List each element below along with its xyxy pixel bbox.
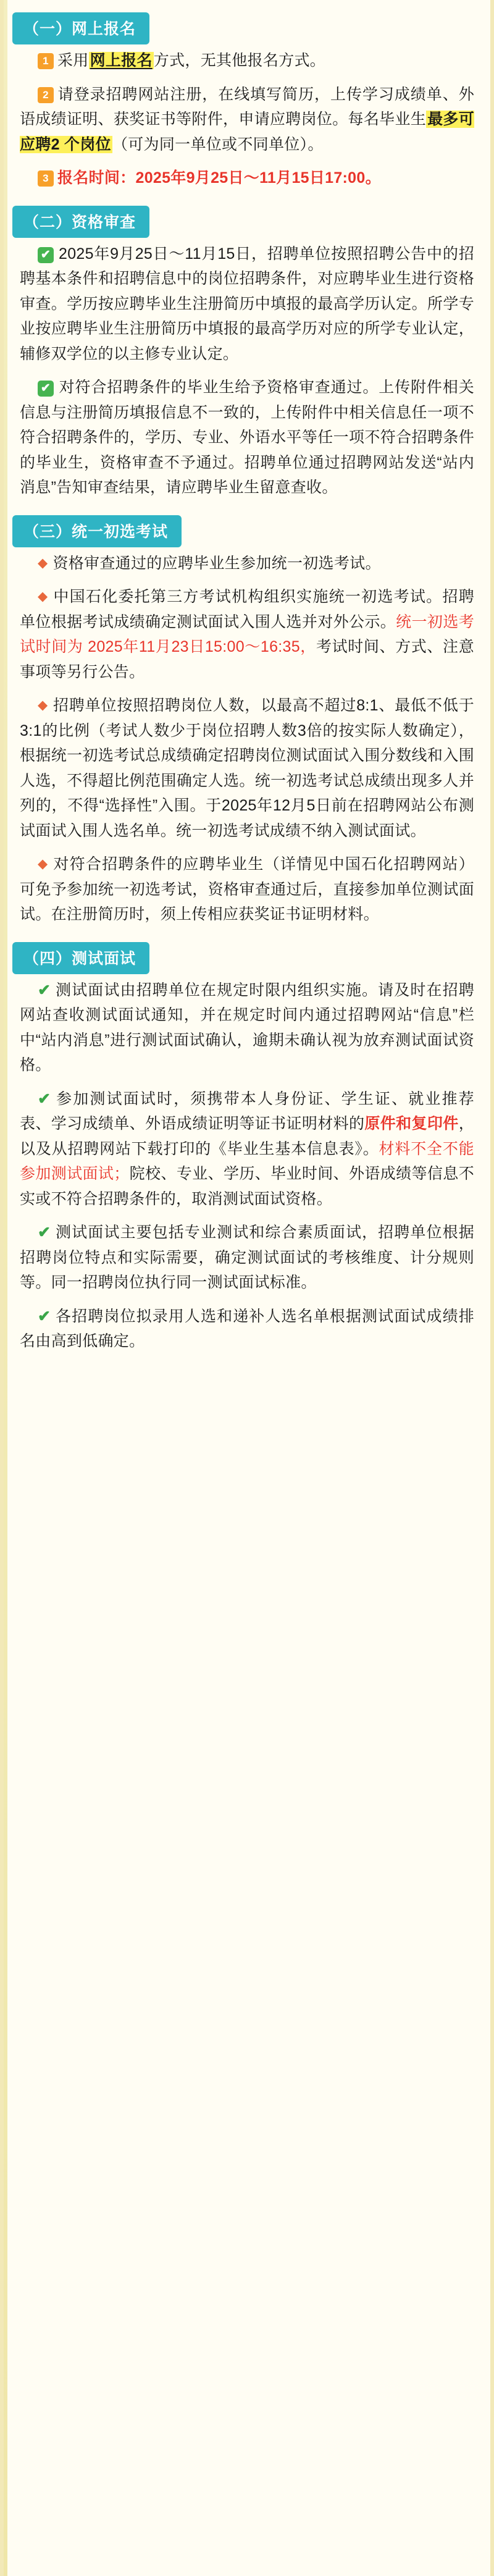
section-title: （一）网上报名 <box>12 12 149 44</box>
paragraph <box>4 852 490 927</box>
section-header-row <box>4 200 490 242</box>
paragraph-indent <box>20 852 38 877</box>
paragraph-indent <box>20 693 38 718</box>
paragraph-indent <box>20 1087 38 1112</box>
green-check-icon: ✔ <box>38 381 54 397</box>
paragraph-indent <box>20 82 38 107</box>
paragraph <box>4 584 490 684</box>
body-text: （可为同一单位或不同单位）。 <box>112 135 324 153</box>
sections-container <box>4 6 490 1354</box>
paragraph <box>4 375 490 500</box>
body-text: 招聘单位按照招聘岗位人数，以最高不超过8:1、最低不低于3:1的比例（考试人数少于岗位招聘人数3倍的按实际人数确定），根据统一初选考试总成绩确定招聘岗位测试面试入围分数线和入围人选，不得超比例范围确定人选。统一初选考试总成绩出现多人并列的，不得“选择性”入围。于2025年12月5日前在招聘网站公布测试面试入围人选名单。统一初选考试成绩不纳入测试面试。 <box>20 697 474 840</box>
section-header-row <box>4 936 490 978</box>
paragraph-indent <box>20 978 38 1003</box>
paragraph <box>4 1087 490 1212</box>
document-section <box>4 509 490 927</box>
orange-diamond-icon: ◆ <box>37 857 48 871</box>
numbered-badge-2: 2 <box>38 87 54 103</box>
paragraph-indent <box>20 551 38 576</box>
body-text: 请登录招聘网站注册，在线填写简历，上传学习成绩单、外语成绩证明、获奖证书等附件，申请应聘岗位。每名毕业生 <box>20 85 474 128</box>
body-text: 测试面试由招聘单位在规定时限内组织实施。请及时在招聘网站查收测试面试通知，并在规定时间内通过招聘网站“信息”栏中“站内消息”进行测试面试确认，逾期未确认视为放弃测试面试资格。 <box>20 981 474 1074</box>
numbered-badge-1: 1 <box>38 53 54 69</box>
highlighted-underlined-text: 网上报名 <box>90 52 153 69</box>
section-header-row <box>4 509 490 551</box>
emphasis-red-text: 材料不全不能参加测试面试； <box>20 1140 474 1182</box>
body-text: 参加测试面试时，须携带本人身份证、学生证、就业推荐表、学习成绩单、外语成绩证明等证书证明材料的 <box>20 1090 474 1132</box>
document-section <box>4 200 490 500</box>
numbered-badge-3: 3 <box>38 170 54 187</box>
body-text: 院校、专业、学历、毕业时间、外语成绩等信息不实或不符合招聘条件的，取消测试面试资格。 <box>20 1165 474 1208</box>
body-text: 各招聘岗位拟录用人选和递补人选名单根据测试面试成绩排名由高到低确定。 <box>20 1307 474 1350</box>
paragraph <box>4 551 490 576</box>
green-tick-icon: ✔ <box>37 1090 51 1108</box>
paragraph-indent <box>20 584 38 610</box>
paragraph-indent <box>20 1304 38 1329</box>
paragraph <box>4 82 490 158</box>
body-text: ，以及从招聘网站下载打印的《毕业生基本信息表》。 <box>20 1115 474 1158</box>
emphasis-red-bold-text: 报名时间：2025年9月25日～11月15日17:00。 <box>57 169 381 187</box>
paragraph <box>4 1220 490 1295</box>
paragraph <box>4 1304 490 1354</box>
green-check-icon: ✔ <box>38 247 54 263</box>
paragraph-indent <box>20 48 38 74</box>
emphasis-red-bold-text: 原件和复印件 <box>364 1115 459 1132</box>
body-text: 2025年9月25日～11月15日，招聘单位按照招聘公告中的招聘基本条件和招聘信息中的岗位招聘条件，对应聘毕业生进行资格审查。学历按应聘毕业生注册简历中填报的最高学历认定。所学专业按应聘毕业生注册简历中填报的最高学历对应的所学专业认定，辅修双学位的以主修专业认定。 <box>20 245 474 363</box>
green-tick-icon: ✔ <box>37 1307 51 1325</box>
paragraph <box>4 693 490 843</box>
paragraph <box>4 978 490 1078</box>
paragraph-indent <box>20 166 38 191</box>
orange-diamond-icon: ◆ <box>37 555 48 570</box>
body-text: 资格审查通过的应聘毕业生参加统一初选考试。 <box>52 554 381 572</box>
orange-diamond-icon: ◆ <box>37 698 48 712</box>
body-text: 对符合招聘条件的应聘毕业生（详情见中国石化招聘网站）可免予参加统一初选考试，资格审查通过后，直接参加单位测试面试。在注册简历时，须上传相应获奖证书证明材料。 <box>20 856 474 923</box>
body-text: 考试时间、方式、注意事项等另行公告。 <box>20 638 474 681</box>
body-text: 方式，无其他报名方式。 <box>153 52 326 69</box>
section-header-row <box>4 6 490 48</box>
paragraph <box>4 166 490 191</box>
paragraph-indent <box>20 375 38 400</box>
green-tick-icon: ✔ <box>37 1224 51 1241</box>
orange-diamond-icon: ◆ <box>37 589 48 604</box>
paragraph-indent <box>20 1220 38 1245</box>
body-text: 中国石化委托第三方考试机构组织实施统一初选考试。招聘单位根据考试成绩确定测试面试入围人选并对外公示。 <box>20 588 474 631</box>
section-title: （二）资格审查 <box>12 206 149 238</box>
paragraph <box>4 242 490 367</box>
document-section <box>4 936 490 1354</box>
paragraph <box>4 48 490 74</box>
paragraph-indent <box>20 242 38 267</box>
section-title: （三）统一初选考试 <box>12 515 182 547</box>
section-title: （四）测试面试 <box>12 942 149 974</box>
body-text: 对符合招聘条件的毕业生给予资格审查通过。上传附件相关信息与注册简历填报信息不一致的，上传附件中相关信息任一项不符合招聘条件的，学历、专业、外语水平等任一项不符合招聘条件的毕业生，资格审查不予通过。招聘单位通过招聘网站发送“站内消息”告知审查结果，请应聘毕业生留意查收。 <box>20 379 474 496</box>
green-tick-icon: ✔ <box>37 981 51 999</box>
emphasis-red-text: 统一初选考试时间为 2025年11月23日15:00～16:35， <box>20 613 474 655</box>
body-text: 测试面试主要包括专业测试和综合素质面试，招聘单位根据招聘岗位特点和实际需要，确定测试面试的考核维度、计分规则等。同一招聘岗位执行同一测试面试标准。 <box>20 1224 474 1291</box>
document-section <box>4 6 490 191</box>
highlighted-text: 最多可应聘2 个岗位 <box>20 111 474 153</box>
body-text: 采用 <box>57 52 89 69</box>
